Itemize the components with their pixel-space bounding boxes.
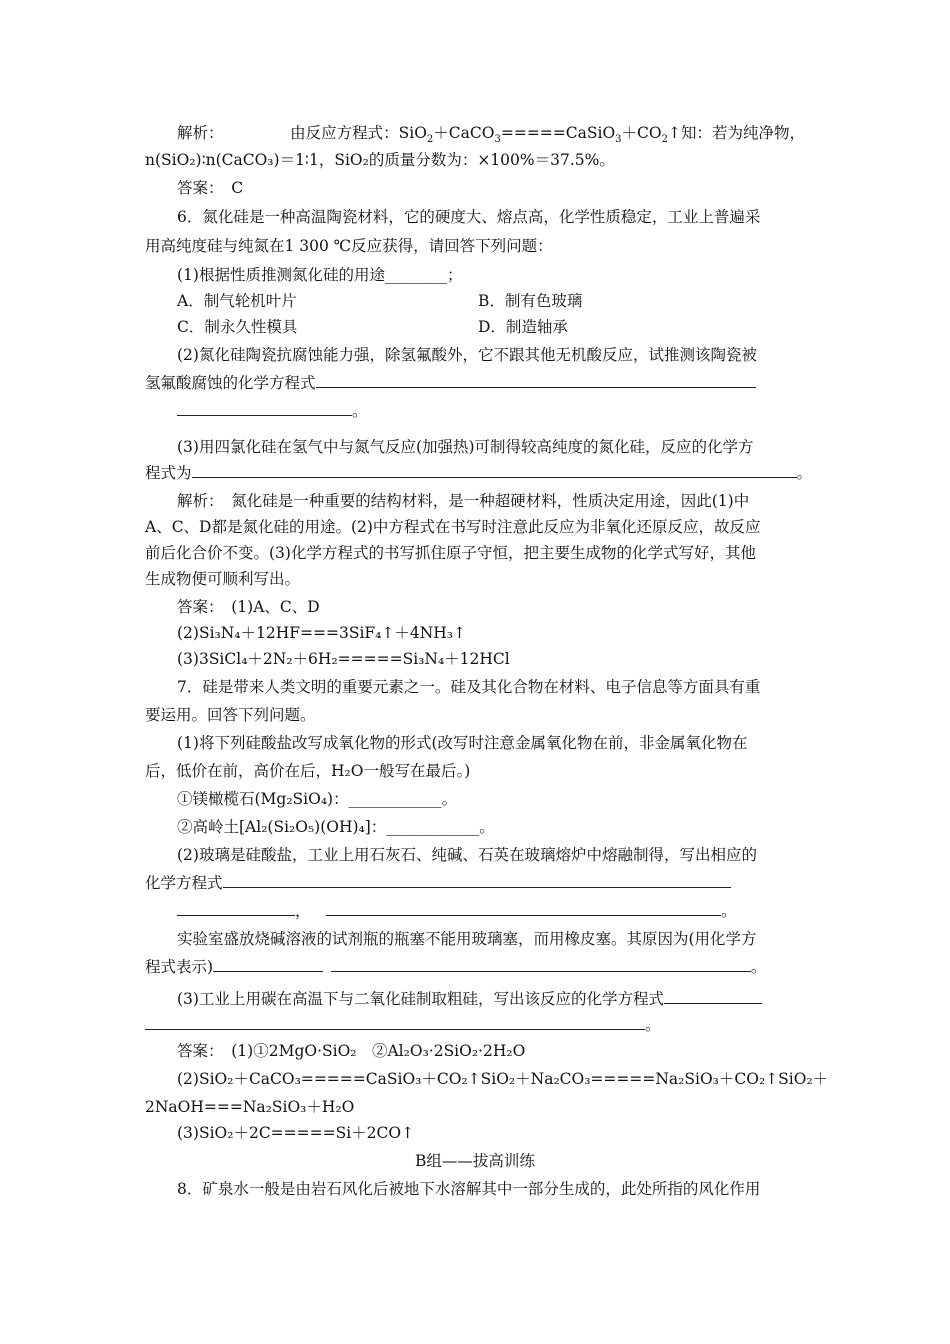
- q7-part2-line5: 程式表示) 。: [145, 958, 767, 976]
- answer-blank[interactable]: [145, 1015, 645, 1030]
- q7-part3-line1: (3)工业上用碳在高温下与二氧化硅制取粗硅，写出该反应的化学方程式: [177, 988, 762, 1010]
- q7-part2-line3: ， 。: [177, 900, 737, 922]
- q7-part1-line2: 后，低价在前，高价在后，H₂O一般写在最后。): [145, 762, 471, 780]
- q7-answer-line1: 答案： (1)①2MgO·SiO₂ ②Al₂O₃·2SiO₂·2H₂O: [177, 1042, 526, 1060]
- q7-part2-line1: (2)玻璃是硅酸盐，工业上用石灰石、纯碱、石英在玻璃熔炉中熔融制得，写出相应的: [177, 846, 757, 864]
- q7-answer-line2: (2)SiO₂＋CaCO₃=====CaSiO₃＋CO₂↑ SiO₂＋Na₂CO₃=====Na₂SiO₃＋CO₂↑ SiO₂＋: [177, 1070, 829, 1088]
- q8-stem-line1: 8．矿泉水一般是由岩石风化后被地下水溶解其中一部分生成的，此处所指的风化作用: [177, 1180, 761, 1198]
- q5-analysis-line1: [177, 122, 805, 144]
- q5-answer: 答案： C: [177, 179, 244, 197]
- answer-blank[interactable]: [664, 989, 762, 1004]
- q6-option-a: A．制气轮机叶片: [177, 292, 297, 310]
- answer-blank[interactable]: [331, 957, 751, 972]
- answer-blank[interactable]: [213, 957, 323, 972]
- q6-analysis-line4: 生成物便可顺利写出。: [145, 570, 301, 588]
- answer-blank[interactable]: [326, 901, 721, 916]
- q6-option-c: C．制永久性模具: [177, 318, 298, 336]
- q5-analysis-equation: 由反应方程式：$SiO_2+CaCO_3=====CaSiO_3+CO_2↑$知：若为纯净物，: [290, 124, 805, 146]
- answer-blank[interactable]: [192, 463, 797, 478]
- q6-option-d: D．制造轴承: [478, 318, 568, 336]
- answer-blank[interactable]: [177, 401, 352, 416]
- answer-blank[interactable]: [316, 373, 756, 388]
- q7-part3-line2: 。: [145, 1014, 661, 1036]
- q6-answer-line1: 答案： (1)A、C、D: [177, 598, 320, 616]
- q6-stem-line1: 6．氮化硅是一种高温陶瓷材料，它的硬度大、熔点高，化学性质稳定，工业上普遍采: [177, 208, 761, 226]
- section-heading-group-b: B组——拔高训练: [415, 1152, 535, 1170]
- q6-answer-line2: (2)Si₃N₄＋12HF===3SiF₄↑＋4NH₃↑: [177, 624, 467, 642]
- q6-analysis-line1: 解析： 氮化硅是一种重要的结构材料，是一种超硬材料，性质决定用途，因此(1)中: [177, 492, 750, 510]
- q7-part1-item1: ①镁橄榄石(Mg₂SiO₄)：____________。: [177, 790, 458, 808]
- q7-part2-line4: 实验室盛放烧碱溶液的试剂瓶的瓶塞不能用玻璃塞，而用橡皮塞。其原因为(用化学方: [177, 930, 757, 948]
- analysis-label: 解析：: [177, 124, 224, 142]
- q7-stem-line1: 7．硅是带来人类文明的重要元素之一。硅及其化合物在材料、电子信息等方面具有重: [177, 678, 761, 696]
- q6-option-b: B．制有色玻璃: [478, 292, 583, 310]
- q6-part3-line2: 程式为 。: [145, 464, 813, 482]
- q7-answer-line3: 2NaOH===Na₂SiO₃＋H₂O: [145, 1098, 355, 1116]
- answer-blank[interactable]: [223, 873, 731, 888]
- answer-blank[interactable]: [177, 901, 295, 916]
- q7-part2-line2: 化学方程式: [145, 872, 731, 894]
- q6-part1: (1)根据性质推测氮化硅的用途________；: [177, 266, 463, 284]
- q6-answer-line3: (3)3SiCl₄＋2N₂＋6H₂=====Si₃N₄＋12HCl: [177, 650, 510, 668]
- q6-part2-line2: 氢氟酸腐蚀的化学方程式: [145, 372, 756, 394]
- q6-stem-line2: 用高纯度硅与纯氮在1 300 ℃反应获得，请回答下列问题：: [145, 237, 553, 255]
- q7-answer-line4: (3)SiO₂＋2C=====Si＋2CO↑: [177, 1124, 415, 1142]
- q6-part2-line1: (2)氮化硅陶瓷抗腐蚀能力强，除氢氟酸外，它不跟其他无机酸反应，试推测该陶瓷被: [177, 346, 757, 364]
- q5-analysis-line2: n(SiO₂)∶n(CaCO₃)＝1∶1，SiO₂的质量分数为：×100%＝37.5%。: [145, 151, 615, 169]
- q7-stem-line2: 要运用。回答下列问题。: [145, 706, 316, 724]
- q6-analysis-line2: A、C、D都是氮化硅的用途。(2)中方程式在书写时注意此反应为非氧化还原反应，故反应: [145, 518, 761, 536]
- q7-part1-line1: (1)将下列硅酸盐改写成氧化物的形式(改写时注意金属氧化物在前，非金属氧化物在: [177, 734, 748, 752]
- q6-part3-line1: (3)用四氯化硅在氢气中与氮气反应(加强热)可制得较高纯度的氮化硅，反应的化学方: [177, 438, 754, 456]
- q6-part2-line3: 。: [177, 400, 368, 422]
- q6-analysis-line3: 前后化合价不变。(3)化学方程式的书写抓住原子守恒，把主要生成物的化学式写好，其他: [145, 544, 756, 562]
- q7-part1-item2: ②高岭土[Al₂(Si₂O₅)(OH)₄]：____________。: [177, 818, 495, 836]
